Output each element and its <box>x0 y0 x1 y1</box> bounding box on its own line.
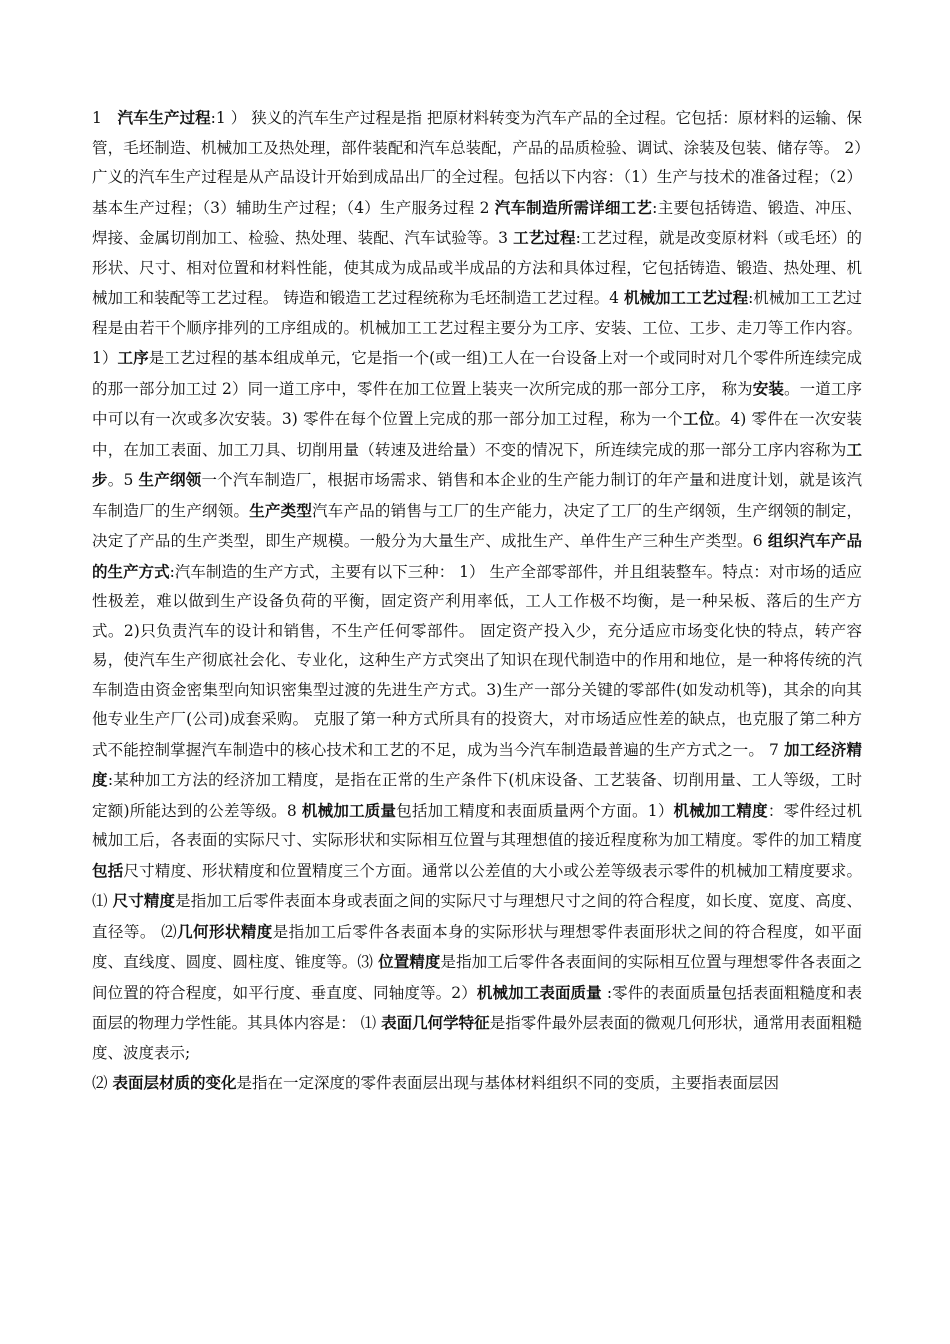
term-heading: 机械加工工艺过程 <box>623 288 749 307</box>
term-heading: 尺寸精度 <box>112 891 176 910</box>
body-text: 是指加工后零件各表面本身的实际形状与理想零件表面形状之间的符合程度，如平面度、直线度、圆度、圆柱度、锥度等。⑶ <box>92 922 862 971</box>
body-text: 汽车产品的销售与工厂的生产能力，决定了工厂的生产纲领，生产纲领的制定，决定了产品的生产类型，即生产规模。一般分为大量生产、成批生产、单件生产三种生产类型。6 <box>92 501 862 550</box>
body-text: 是工艺过程的基本组成单元，它是指一个(或一组)工人在一台设备上对一个或同时对几个零件所连续完成的那一部分加工过 2）同一道工序中，零件在加工位置上装夹一次所完成的那一部分工序， 称为 <box>92 349 862 398</box>
body-text: :工艺过程，就是改变原材料（或毛坯）的形状、尺寸、相对位置和材料性能，使其成为成品或半成品的方法和具体过程，它包括铸造、锻造、热处理、机械加工和装配等工艺过程。 铸造和锻造工艺过程统称为毛坯制造工艺过程。4 <box>92 229 862 307</box>
term-heading: 表面层材质的变化 <box>112 1073 237 1092</box>
term-heading: 安装 <box>752 378 784 398</box>
term-heading: 工步 <box>92 439 862 489</box>
body-text: ⑵ <box>92 1074 113 1092</box>
body-text: 一个汽车制造厂，根据市场需求、销售和本企业的生产能力制订的年产量和进度计划，就是该汽车制造厂的生产纲领。 <box>92 471 862 520</box>
term-heading: 表面几何学特征 <box>381 1013 490 1032</box>
paragraph-surface-layer <box>92 1068 862 1099</box>
term-heading: 工序 <box>117 348 149 367</box>
term-heading: 机械加工精度 <box>673 800 768 820</box>
term-heading: 位置精度 <box>378 952 441 971</box>
term-heading: 工位 <box>682 409 715 428</box>
body-text: 包括加工精度和表面质量两个方面。1） <box>396 801 674 820</box>
term-heading: 生产纲领 <box>138 470 202 489</box>
term-heading: 机械加工表面质量 <box>476 982 602 1002</box>
body-text: 。一道工序中可以有一次或多次安装。3) 零件在每个位置上完成的那一部分加工过程，称为一个 <box>92 379 862 428</box>
body-text: :主要包括铸造、锻造、冲压、焊接、金属切削加工、检验、热处理、装配、汽车试验等。3 <box>92 198 862 247</box>
body-text: 。5 <box>107 471 139 489</box>
body-text: :机械加工工艺过程是由若干个顺序排列的工序组成的。机械加工工艺过程主要分为工序、安装、工位、工步、走刀等工作内容。1） <box>92 289 862 367</box>
term-heading: 工艺过程 <box>513 228 576 247</box>
paragraph-main <box>92 103 862 1068</box>
body-text: ：零件经过机械加工后，各表面的实际尺寸、实际形状和实际相互位置与其理想值的接近程度称为加工精度。零件的加工精度 <box>92 801 862 849</box>
body-text: 。4) 零件在一次安装中，在加工表面、加工刀具、切削用量（转速及进给量）不变的情况下，所连续完成的那一部分工序内容称为 <box>92 410 862 459</box>
term-heading: 汽车生产过程 <box>117 108 211 127</box>
body-text: 是指加工后零件表面本身或表面之间的实际尺寸与理想尺寸之间的符合程度，如长度、宽度、高度、直径等。 ⑵ <box>92 892 862 941</box>
document-page <box>92 103 862 1099</box>
term-heading: 加工经济精度 <box>92 739 862 789</box>
body-text: 尺寸精度、形状精度和位置精度三个方面。通常以公差值的大小或公差等级表示零件的机械加工精度要求。⑴ <box>92 861 862 910</box>
term-heading: 生产类型 <box>249 500 313 520</box>
term-heading: 组织汽车产品的生产方式 <box>92 531 862 581</box>
body-text: :某种加工方法的经济加工精度，是指在正常的生产条件下(机床设备、工艺装备、切削用量、工人等级，工时定额)所能达到的公差等级。8 <box>92 771 862 820</box>
body-text: :1 ） 狭义的汽车生产过程是指 把原材料转变为汽车产品的全过程。它包括：原材料的运输、保管，毛坯制造、机械加工及热处理，部件装配和汽车总装配，产品的品质检验、调试、涂装及包装、储存等。 2）广义的汽车生产过程是从产品设计开始到成品出厂的全过程。包括以下内容：（1）生产与技术的准备过程；（2）基本生产过程；（3）辅助生产过程；（4）生产服务过程 2 <box>92 109 862 217</box>
body-text: 是指加工后零件各表面间的实际相互位置与理想零件各表面之间位置的符合程度，如平行度、垂直度、同轴度等。2） <box>92 953 862 1002</box>
term-heading: 包括 <box>92 860 124 880</box>
body-text: 1 <box>92 109 118 127</box>
body-text: 是指在一定深度的零件表面层出现与基体材料组织不同的变质，主要指表面层因 <box>236 1074 779 1092</box>
term-heading: 机械加工质量 <box>301 800 397 820</box>
term-heading: 汽车制造所需详细工艺 <box>494 197 653 217</box>
body-text: :汽车制造的生产方式，主要有以下三种： 1） 生产全部零部件，并且组装整车。特点：对市场的适应性极差，难以做到生产设备负荷的平衡，固定资产利用率低，工人工作极不均衡，是一种呆板、落后的生产方式。2)只负责汽车的设计和销售，不生产任何零部件。 固定资产投入少，充分适应市场变化快的特点，转产容易，使汽车生产彻底社会化、专业化，这种生产方式突出了知识在现代制造中的作用和地位，是一种将传统的汽车制造由资金密集型向知识密集型过渡的先进生产方式。3)生产一部分关键的零部件(如发动机等)，其余的向其他专业生产厂(公司)成套采购。 克服了第一种方式所具有的投资大，对市场适应性差的缺点，也克服了第二种方式不能控制掌握汽车制造中的核心技术和工艺的不足，成为当今汽车制造最普遍的生产方式之一。 7 <box>92 562 862 759</box>
body-text: :零件的表面质量包括表面粗糙度和表面层的物理力学性能。其具体内容是： ⑴ <box>92 983 862 1032</box>
term-heading: 几何形状精度 <box>177 921 273 941</box>
body-text: 是指零件最外层表面的微观几何形状，通常用表面粗糙度、波度表示; <box>92 1014 862 1062</box>
